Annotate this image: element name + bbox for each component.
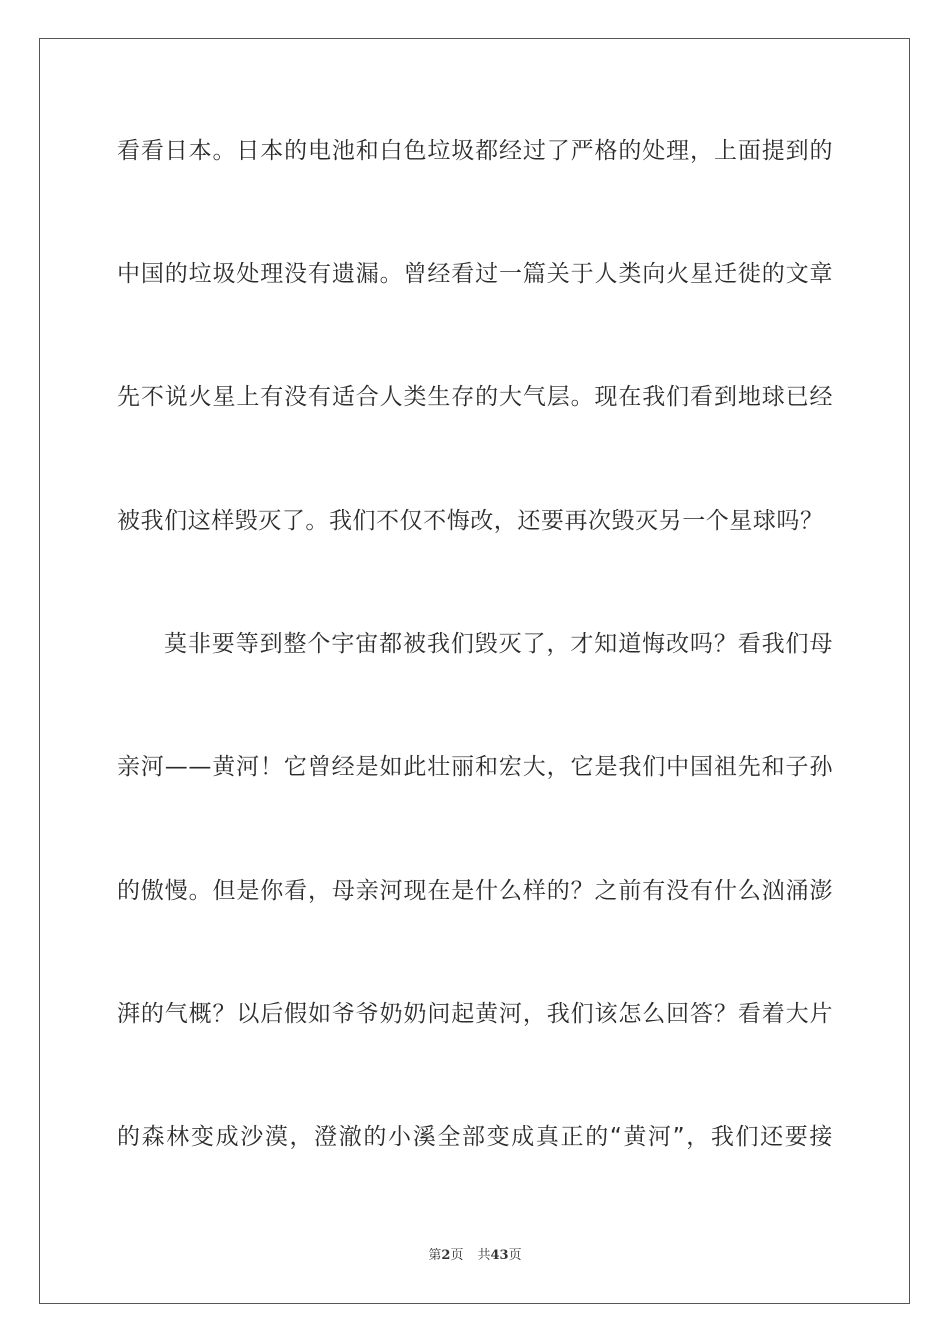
body-line-9: 的森林变成沙漠，澄澈的小溪全部变成真正的“黄河”，我们还要接 <box>117 1124 833 1150</box>
page-border <box>39 38 910 1304</box>
body-line-5-indented: 莫非要等到整个宇宙都被我们毁灭了，才知道悔改吗？看我们母 <box>164 631 833 657</box>
body-line-8: 湃的气概？以后假如爷爷奶奶问起黄河，我们该怎么回答？看着大片 <box>117 1001 833 1027</box>
footer-page-number: 2 <box>441 1248 451 1263</box>
footer-total-pages: 43 <box>490 1248 509 1263</box>
body-line-2: 中国的垃圾处理没有遗漏。曾经看过一篇关于人类向火星迁徙的文章 <box>117 261 833 287</box>
footer-page-suffix: 页 <box>450 1248 464 1263</box>
body-line-3: 先不说火星上有没有适合人类生存的大气层。现在我们看到地球已经 <box>117 384 833 410</box>
page-footer <box>0 1247 950 1265</box>
footer-page-prefix: 第 <box>428 1248 442 1263</box>
footer-total-prefix: 共 <box>477 1248 491 1263</box>
body-line-4: 被我们这样毁灭了。我们不仅不悔改，还要再次毁灭另一个星球吗？ <box>117 508 824 534</box>
footer-total-suffix: 页 <box>508 1248 522 1263</box>
body-line-6: 亲河——黄河！它曾经是如此壮丽和宏大，它是我们中国祖先和子孙 <box>117 754 833 780</box>
body-line-7: 的傲慢。但是你看，母亲河现在是什么样的？之前有没有什么汹涌澎 <box>117 878 833 904</box>
body-line-1: 看看日本。日本的电池和白色垃圾都经过了严格的处理，上面提到的 <box>117 138 833 164</box>
